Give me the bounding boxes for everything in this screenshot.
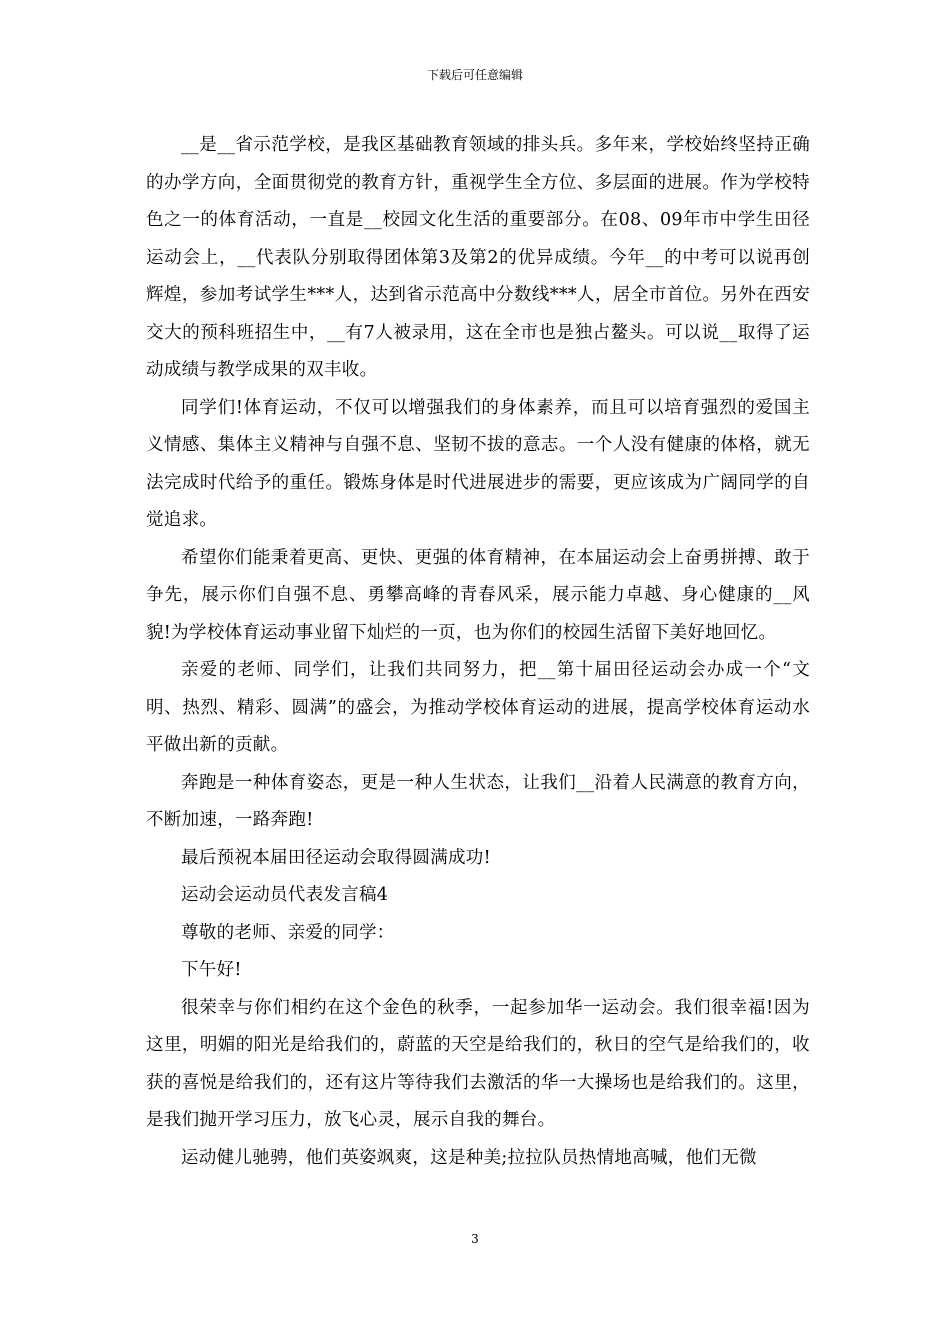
document-body xyxy=(146,127,810,1177)
paragraph: 最后预祝本届田径运动会取得圆满成功! xyxy=(181,847,491,868)
paragraph: 运动健儿驰骋，他们英姿飒爽，这是种美;拉拉队员热情地高喊，他们无微 xyxy=(181,1147,757,1168)
greeting: 下午好! xyxy=(181,960,242,980)
paragraph: 同学们!体育运动，不仅可以增强我们的身体素养，而且可以培育强烈的爱国主义情感、集体主义精神与自强不息、坚韧不拔的意志。一个人没有健康的体格，就无法完成时代给予的重任。锻炼身体是时代进展进步的需要，更应该成为广阔同学的自觉追求。 xyxy=(146,397,810,530)
paragraph: 奔跑是一种体育姿态，更是一种人生状态，让我们__沿着人民满意的教育方向，不断加速，一路奔跑! xyxy=(146,772,810,830)
paragraph: __是__省示范学校，是我区基础教育领域的排头兵。多年来，学校始终坚持正确的办学方向，全面贯彻党的教育方针，重视学生全方位、多层面的进展。作为学校特色之一的体育活动，一直是__校园文化生活的重要部分。在08、09年市中学生田径运动会上，__代表队分别取得团体第3及第2的优异成绩。今年__的中考可以说再创辉煌，参加考试学生***人，达到省示范高中分数线***人，居全市首位。另外在西安交大的预科班招生中，__有7人被录用，这在全市也是独占鳌头。可以说__取得了运动成绩与教学成果的双丰收。 xyxy=(146,135,810,380)
page-header: 下载后可任意编辑 xyxy=(426,68,523,82)
paragraph: 亲爱的老师、同学们，让我们共同努力，把__第十届田径运动会办成一个“文明、热烈、精彩、圆满”的盛会，为推动学校体育运动的进展，提高学校体育运动水平做出新的贡献。 xyxy=(146,660,810,755)
section-title: 运动会运动员代表发言稿4 xyxy=(181,885,389,905)
paragraph: 很荣幸与你们相约在这个金色的秋季，一起参加华一运动会。我们很幸福!因为这里，明媚的阳光是给我们的，蔚蓝的天空是给我们的，秋日的空气是给我们的，收获的喜悦是给我们的，还有这片等待我们去激活的华一大操场也是给我们的。这里，是我们抛开学习压力，放飞心灵，展示自我的舞台。 xyxy=(146,997,810,1130)
paragraph: 希望你们能秉着更高、更快、更强的体育精神，在本届运动会上奋勇拼搏、敢于争先，展示你们自强不息、勇攀高峰的青春风采，展示能力卓越、身心健康的__风貌!为学校体育运动事业留下灿烂的一页，也为你们的校园生活留下美好地回忆。 xyxy=(146,547,810,643)
page-number: 3 xyxy=(471,1232,479,1246)
salutation: 尊敬的老师、亲爱的同学： xyxy=(181,922,395,943)
